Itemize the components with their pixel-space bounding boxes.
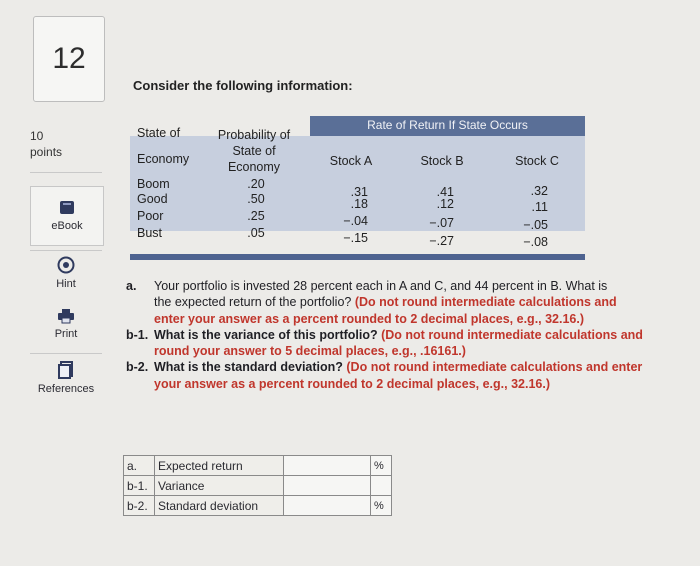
percent-unit: %: [371, 456, 392, 476]
part-b1-line: [126, 343, 700, 359]
answer-row-desc: Variance: [155, 476, 284, 496]
answer-row-desc: Expected return: [155, 456, 284, 476]
row-probability: .25: [247, 209, 265, 223]
variance-input[interactable]: [284, 476, 371, 496]
header-prob-line3: Economy: [227, 160, 281, 174]
header-prob-line2: State of: [232, 144, 276, 158]
standard-deviation-input[interactable]: [284, 496, 371, 516]
part-b1-line: [126, 327, 700, 343]
header-stock-a: Stock A: [329, 154, 373, 168]
row-stock-c: .11: [531, 200, 548, 214]
row-state: Bust: [137, 226, 163, 240]
question-text: [126, 278, 700, 392]
header-state-line1: State of: [137, 126, 181, 140]
part-a-line: [126, 294, 700, 310]
row-stock-b: .12: [436, 197, 454, 211]
points-indicator: [30, 128, 62, 160]
row-stock-b: −.07: [429, 216, 454, 230]
part-b2-instruction: your answer as a percent rounded to 2 decimal places, e.g., 32.16.): [154, 376, 550, 391]
row-stock-c: −.08: [523, 235, 548, 249]
points-label: points: [30, 145, 63, 159]
row-state: Poor: [137, 209, 164, 223]
row-stock-c: −.05: [523, 218, 548, 232]
part-b2-line: [126, 376, 700, 392]
rate-of-return-header: Rate of Return If State Occurs: [367, 118, 528, 132]
answer-row-desc: Standard deviation: [155, 496, 284, 516]
header-stock-b: Stock B: [420, 154, 464, 168]
question-number-box: [33, 16, 105, 102]
part-b2-text: What is the standard deviation?: [154, 360, 347, 375]
answer-row: [124, 476, 392, 496]
header-state-line2: Economy: [137, 152, 190, 166]
print-button[interactable]: [30, 295, 102, 353]
part-b2-label: b-2.: [126, 360, 149, 375]
table-bottom-bar: [130, 254, 585, 260]
header-stock-c: Stock C: [515, 154, 559, 168]
part-a-instruction: enter your answer as a percent rounded to 2 decimal places, e.g., 32.16.): [154, 311, 585, 326]
answer-table: [123, 455, 392, 516]
row-probability: .20: [247, 177, 265, 191]
part-b1-instruction: (Do not round intermediate calculations and: [381, 327, 643, 342]
data-table: [130, 114, 585, 262]
row-stock-a: −.15: [343, 231, 368, 245]
intro-text: Consider the following information:: [133, 78, 353, 93]
references-label: References: [37, 383, 95, 395]
percent-unit: %: [371, 496, 392, 516]
ebook-button[interactable]: [30, 186, 104, 246]
part-b2-line: [126, 359, 700, 375]
part-a-text: the expected return of the portfolio?: [154, 295, 355, 310]
sidebar-divider: [30, 172, 102, 173]
hint-label: Hint: [56, 278, 76, 290]
unit-cell: [371, 476, 392, 496]
references-button[interactable]: [30, 349, 102, 407]
hint-icon: [57, 256, 75, 274]
ebook-label: eBook: [51, 220, 83, 232]
ebook-icon: [58, 200, 76, 216]
row-stock-b: −.27: [429, 234, 454, 248]
row-stock-a: .31: [350, 185, 368, 199]
row-stock-c: .32: [530, 184, 548, 198]
part-b1-label: b-1.: [126, 327, 149, 342]
answer-row: [124, 456, 392, 476]
row-state: Boom: [137, 177, 170, 191]
part-a-text: Your portfolio is invested 28 percent each in A and C, and 44 percent in B. What is: [154, 279, 608, 293]
row-stock-a: −.04: [343, 214, 368, 228]
hint-button[interactable]: [30, 244, 102, 302]
expected-return-input[interactable]: [284, 456, 371, 476]
part-a-instruction: (Do not round intermediate calculations and: [354, 295, 617, 310]
answer-row: [124, 496, 392, 516]
part-b1-instruction: round your answer to 5 decimal places, e.g., .16161.): [154, 344, 466, 359]
print-icon: [57, 308, 75, 324]
row-probability: .50: [247, 192, 265, 206]
answer-row-label: b-2.: [124, 496, 155, 516]
row-stock-b: .41: [436, 185, 454, 199]
row-stock-a: .18: [350, 197, 368, 211]
row-probability: .05: [247, 226, 265, 240]
references-icon: [58, 361, 74, 379]
part-b1-text: What is the variance of this portfolio?: [154, 327, 382, 342]
part-a-line: [126, 278, 700, 294]
points-value: 10: [30, 129, 44, 143]
row-state: Good: [137, 192, 168, 206]
question-number: 12: [52, 42, 86, 75]
part-a-label: a.: [126, 279, 137, 293]
answer-row-label: a.: [124, 456, 155, 476]
header-prob-line1: Probability of: [217, 128, 291, 142]
part-a-line: [126, 311, 700, 327]
answer-row-label: b-1.: [124, 476, 155, 496]
part-b2-instruction: (Do not round intermediate calculations and enter: [346, 360, 643, 375]
print-label: Print: [54, 328, 78, 340]
